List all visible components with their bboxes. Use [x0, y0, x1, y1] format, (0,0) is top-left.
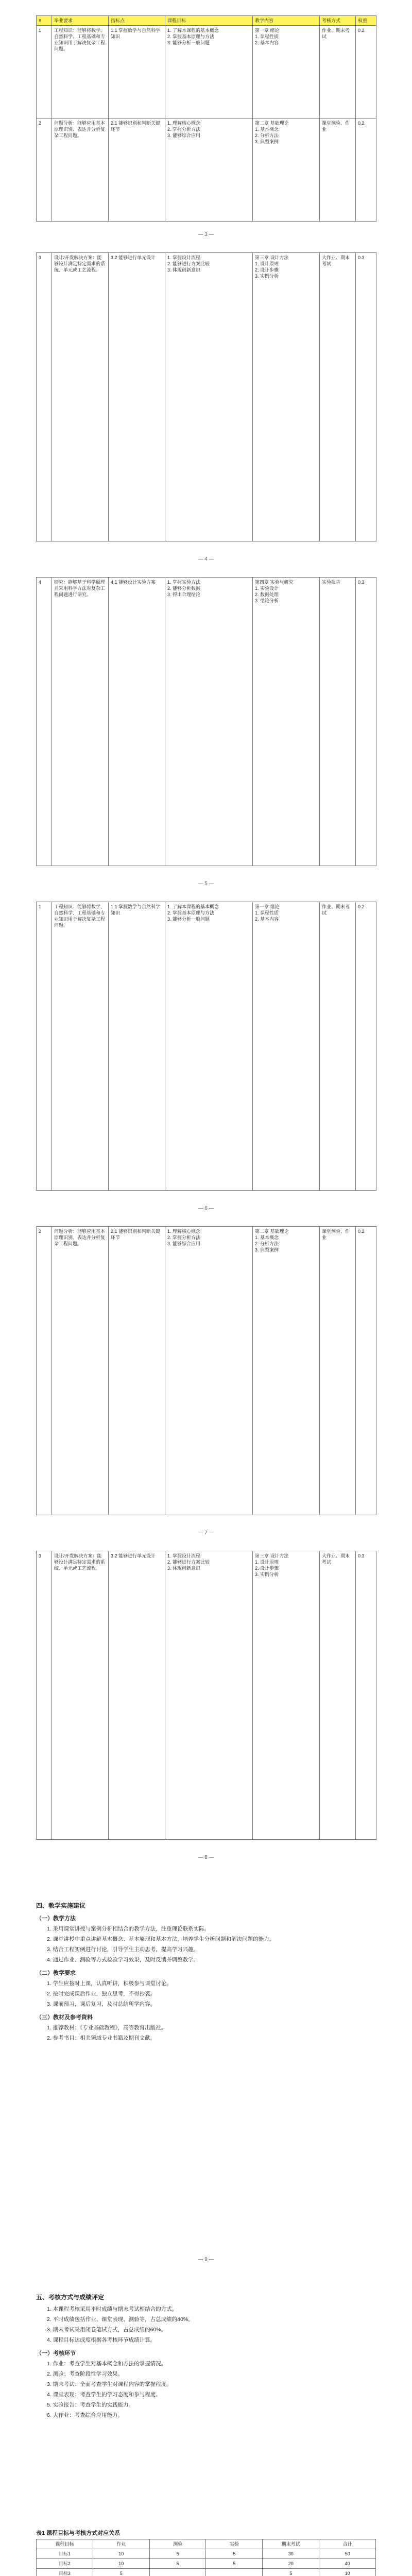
syllabus-table: [36, 1226, 376, 1515]
cell: [206, 2569, 263, 2576]
goal-assessment-table: [36, 2539, 376, 2576]
row-exam: 作业、期末考试: [320, 902, 356, 1191]
subsection-title: （二）教学要求: [36, 1970, 76, 1976]
page-number: — 3 —: [198, 232, 214, 238]
row-point: 1.1 掌握数学与自然科学知识: [109, 26, 165, 118]
cell: 10: [319, 2569, 376, 2576]
subsection-title: （一）教学方法: [36, 1916, 76, 1922]
syllabus-table-page-1: [36, 15, 376, 222]
row-content: 第二章 基础理论 1. 基本概念 2. 分析方法 3. 典型案例: [253, 1227, 320, 1515]
cell: 目标3: [37, 2569, 93, 2576]
section-teaching: [36, 1896, 376, 2044]
syllabus-table: [36, 902, 376, 1191]
table-row: [37, 118, 376, 222]
row-requirement: 问题分析：能够应用基本原理识别、表达并分析复杂工程问题。: [52, 118, 109, 222]
row-index: 4: [37, 578, 52, 866]
cell: 40: [319, 2559, 376, 2569]
cell: 10: [93, 2549, 149, 2559]
cell: [149, 2569, 206, 2576]
row-exam: 大作业、期末考试: [320, 1551, 356, 1840]
table-row: [37, 1227, 376, 1515]
row-weight: 0.2: [356, 1227, 376, 1515]
table-row: [37, 2559, 376, 2569]
row-exam: 大作业、期末考试: [320, 253, 356, 541]
cell: 5: [149, 2549, 206, 2559]
paragraph: 2. 平时成绩包括作业、课堂表现、测验等，占总成绩的40%。: [47, 2316, 194, 2323]
paragraph: 1. 推荐教材：《专业基础教程》，高等教育出版社。: [47, 2025, 167, 2031]
row-content: 第二章 基础理论 1. 基本概念 2. 分析方法 3. 典型案例: [253, 118, 320, 222]
row-index: 1: [37, 902, 52, 1191]
row-goal: 1. 了解本课程的基本概念 2. 掌握基本原理与方法 3. 能够分析一般问题: [165, 902, 253, 1191]
header-cell: #: [37, 16, 52, 26]
row-content: 第四章 实验与研究 1. 实验设计 2. 数据处理 3. 结论分析: [253, 578, 320, 866]
page-number: — 4 —: [198, 556, 214, 562]
row-index: 2: [37, 118, 52, 222]
cell: 5: [149, 2559, 206, 2569]
paragraph: 2. 课堂讲授中重点讲解基本概念、基本原理和基本方法，培养学生分析问题和解决问题的能力。: [47, 1936, 275, 1942]
cell: 5: [206, 2559, 263, 2569]
header-cell: 课程目标: [37, 2539, 93, 2549]
row-index: 2: [37, 1227, 52, 1515]
paragraph: 2. 参考书目：相关领域专业书籍及期刊文献。: [47, 2035, 156, 2041]
section-assessment: [36, 2287, 376, 2421]
table-row: [37, 902, 376, 1191]
paragraph: 4. 通过作业、测验等方式检验学习效果，及时反馈并调整教学。: [47, 1957, 199, 1963]
row-goal: 1. 掌握设计流程 2. 能够进行方案比较 3. 体现创新意识: [165, 253, 253, 541]
syllabus-table: [36, 1551, 376, 1840]
paragraph: 3. 结合工程实例进行讨论，引导学生主动思考，提高学习兴趣。: [47, 1946, 199, 1953]
header-cell: 权重: [356, 16, 376, 26]
list-item: 2. 测验：考查阶段性学习效果。: [47, 2371, 124, 2377]
table-title: 表1 课程目标与考核方式对应关系: [36, 2530, 121, 2536]
row-weight: 0.2: [356, 902, 376, 1191]
row-goal: 1. 理解核心概念 2. 掌握分析方法 3. 能够综合应用: [165, 118, 253, 222]
syllabus-table: [36, 252, 376, 541]
row-content: 第三章 设计方法 1. 设计原则 2. 设计步骤 3. 实例分析: [253, 1551, 320, 1840]
table-row: [37, 1551, 376, 1840]
syllabus-table: [36, 15, 376, 222]
header-cell: 考核方式: [320, 16, 356, 26]
row-content: 第一章 绪论 1. 课程性质 2. 基本内容: [253, 902, 320, 1191]
list-item: 4. 课堂表现：考查学生的学习态度和参与程度。: [47, 2392, 161, 2398]
row-goal: 1. 掌握实验方法 2. 能够分析数据 3. 得出合理结论: [165, 578, 253, 866]
header-cell: 教学内容: [253, 16, 320, 26]
page-number: — 8 —: [198, 1855, 214, 1860]
cell: 目标2: [37, 2559, 93, 2569]
table-header-row: [37, 16, 376, 26]
header-cell: 课程目标: [165, 16, 253, 26]
paragraph: 2. 按时完成课后作业，独立思考，不得抄袭。: [47, 1991, 156, 1997]
cell: 30: [263, 2549, 319, 2559]
row-content: 第三章 设计方法 1. 设计原则 2. 设计步骤 3. 实例分析: [253, 253, 320, 541]
row-point: 2.1 能够识别和判断关键环节: [109, 118, 165, 222]
row-requirement: 设计/开发解决方案：能够设计满足特定需求的系统、单元或工艺流程。: [52, 1551, 109, 1840]
table-header-row: [37, 2539, 376, 2549]
table-row: [37, 2549, 376, 2559]
row-requirement: 工程知识：能够将数学、自然科学、工程基础和专业知识用于解决复杂工程问题。: [52, 26, 109, 118]
table-row: [37, 253, 376, 541]
row-exam: 课堂测验、作业: [320, 118, 356, 222]
row-goal: 1. 理解核心概念 2. 掌握分析方法 3. 能够综合应用: [165, 1227, 253, 1515]
row-point: 1.1 掌握数学与自然科学知识: [109, 902, 165, 1191]
goal-assessment-table-block: [36, 2524, 376, 2576]
list-item: 6. 大作业：考查综合应用能力。: [47, 2412, 124, 2418]
paragraph: 1. 学生应按时上课，认真听讲，积极参与课堂讨论。: [47, 1980, 172, 1987]
cell: 5: [93, 2569, 149, 2576]
header-cell: 合计: [319, 2539, 376, 2549]
paragraph: 1. 本课程考核采用平时成绩与期末考试相结合的方式。: [47, 2306, 178, 2312]
syllabus-table-page-2: [36, 252, 376, 541]
row-goal: 1. 掌握设计流程 2. 能够进行方案比较 3. 体现创新意识: [165, 1551, 253, 1840]
cell: 5: [206, 2549, 263, 2559]
row-weight: 0.3: [356, 253, 376, 541]
cell: 目标1: [37, 2549, 93, 2559]
paragraph: 3. 课前预习，课后复习，及时总结所学内容。: [47, 2001, 156, 2007]
section-title: 五、考核方式与成绩评定: [36, 2294, 105, 2301]
row-point: 3.2 能够进行单元设计: [109, 253, 165, 541]
row-point: 3.2 能够进行单元设计: [109, 1551, 165, 1840]
row-exam: 实验报告: [320, 578, 356, 866]
section-title: 四、教学实施建议: [36, 1902, 86, 1909]
paragraph: 4. 课程目标达成度根据各考核环节成绩计算。: [47, 2337, 156, 2343]
row-requirement: 研究：能够基于科学原理并采用科学方法对复杂工程问题进行研究。: [52, 578, 109, 866]
syllabus-table-page-5: [36, 1226, 376, 1515]
page-number: — 6 —: [198, 1206, 214, 1211]
row-weight: 0.2: [356, 118, 376, 222]
page-number: — 9 —: [198, 2257, 214, 2262]
page-number: — 7 —: [198, 1530, 214, 1536]
row-point: 4.1 能够设计实验方案: [109, 578, 165, 866]
paragraph: 1. 采用课堂讲授与案例分析相结合的教学方法，注重理论联系实际。: [47, 1926, 210, 1932]
header-cell: 期末考试: [263, 2539, 319, 2549]
list-item: 5. 实验报告：考查学生的实践能力。: [47, 2402, 134, 2408]
row-goal: 1. 了解本课程的基本概念 2. 掌握基本原理与方法 3. 能够分析一般问题: [165, 26, 253, 118]
paragraph: 3. 期末考试采用闭卷笔试方式，占总成绩的60%。: [47, 2327, 167, 2333]
syllabus-table-page-3: [36, 577, 376, 866]
syllabus-table-page-4: [36, 902, 376, 1191]
row-weight: 0.3: [356, 578, 376, 866]
cell: 50: [319, 2549, 376, 2559]
row-exam: 课堂测验、作业: [320, 1227, 356, 1515]
row-index: 3: [37, 253, 52, 541]
header-cell: 指标点: [109, 16, 165, 26]
header-cell: 毕业要求: [52, 16, 109, 26]
header-cell: 作业: [93, 2539, 149, 2549]
syllabus-table-page-6: [36, 1551, 376, 1840]
page-number: — 5 —: [198, 881, 214, 887]
row-index: 1: [37, 26, 52, 118]
table-row: [37, 26, 376, 118]
cell: 10: [93, 2559, 149, 2569]
cell: 5: [263, 2569, 319, 2576]
table-row: [37, 2569, 376, 2576]
row-requirement: 设计/开发解决方案：能够设计满足特定需求的系统、单元或工艺流程。: [52, 253, 109, 541]
table-row: [37, 578, 376, 866]
header-cell: 测验: [149, 2539, 206, 2549]
subsection-title: （一）考核环节: [36, 2350, 76, 2357]
row-requirement: 工程知识：能够将数学、自然科学、工程基础和专业知识用于解决复杂工程问题。: [52, 902, 109, 1191]
row-index: 3: [37, 1551, 52, 1840]
subsection-title: （三）教材及参考资料: [36, 2014, 93, 2021]
row-content: 第一章 绪论 1. 课程性质 2. 基本内容: [253, 26, 320, 118]
list-item: 3. 期末考试：全面考查学生对课程内容的掌握程度。: [47, 2381, 172, 2387]
row-exam: 作业、期末考试: [320, 26, 356, 118]
syllabus-table: [36, 577, 376, 866]
list-item: 1. 作业：考查学生对基本概念和方法的掌握情况。: [47, 2361, 167, 2367]
row-point: 2.1 能够识别和判断关键环节: [109, 1227, 165, 1515]
row-requirement: 问题分析：能够应用基本原理识别、表达并分析复杂工程问题。: [52, 1227, 109, 1515]
row-weight: 0.2: [356, 26, 376, 118]
cell: 20: [263, 2559, 319, 2569]
row-weight: 0.3: [356, 1551, 376, 1840]
header-cell: 实验: [206, 2539, 263, 2549]
